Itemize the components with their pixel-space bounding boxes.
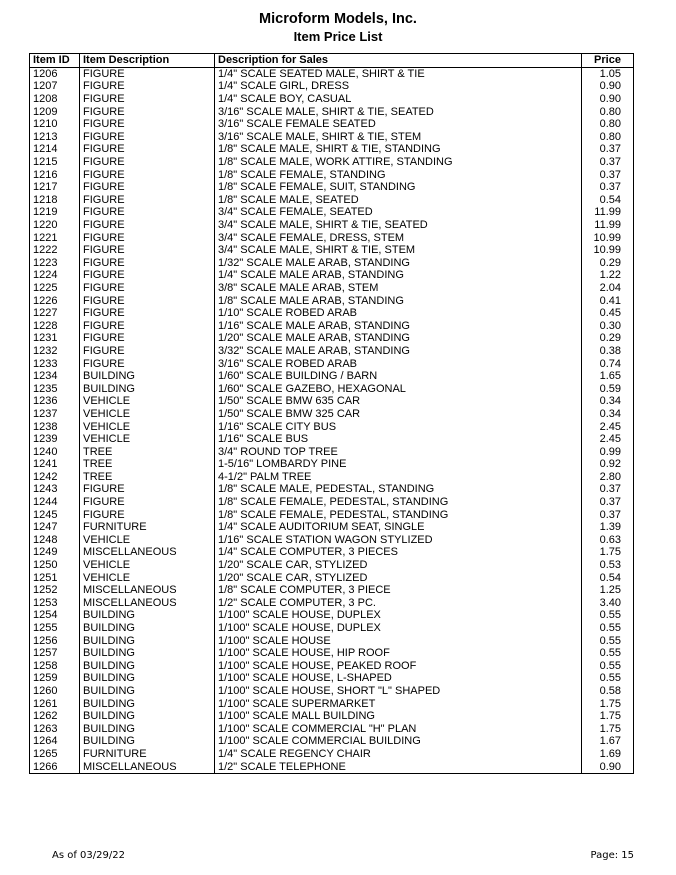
cell-price: 0.80 [582, 118, 634, 131]
cell-item-id: 1247 [30, 521, 80, 534]
cell-item-description: FIGURE [80, 219, 215, 232]
cell-item-description: VEHICLE [80, 395, 215, 408]
cell-sales-description: 1/4" SCALE COMPUTER, 3 PIECES [215, 546, 582, 559]
cell-item-description: MISCELLANEOUS [80, 546, 215, 559]
cell-item-description: TREE [80, 471, 215, 484]
cell-sales-description: 1/50" SCALE BMW 635 CAR [215, 395, 582, 408]
cell-item-id: 1243 [30, 483, 80, 496]
cell-sales-description: 1/8" SCALE MALE ARAB, STANDING [215, 294, 582, 307]
cell-price: 1.05 [582, 67, 634, 80]
cell-sales-description: 1/8" SCALE COMPUTER, 3 PIECE [215, 584, 582, 597]
cell-price: 0.41 [582, 294, 634, 307]
cell-item-description: TREE [80, 445, 215, 458]
cell-price: 0.34 [582, 395, 634, 408]
table-row [30, 357, 634, 370]
cell-sales-description: 1/100" SCALE HOUSE, DUPLEX [215, 622, 582, 635]
cell-price: 0.80 [582, 131, 634, 144]
cell-sales-description: 3/4" SCALE FEMALE, SEATED [215, 206, 582, 219]
cell-item-id: 1210 [30, 118, 80, 131]
cell-sales-description: 1/2" SCALE COMPUTER, 3 PC. [215, 597, 582, 610]
cell-item-id: 1240 [30, 445, 80, 458]
cell-price: 1.67 [582, 735, 634, 748]
cell-item-description: FIGURE [80, 131, 215, 144]
cell-item-id: 1261 [30, 697, 80, 710]
cell-item-description: FIGURE [80, 206, 215, 219]
table-row [30, 458, 634, 471]
cell-sales-description: 1/20" SCALE CAR, STYLIZED [215, 559, 582, 572]
cell-item-id: 1254 [30, 609, 80, 622]
cell-item-description: FIGURE [80, 294, 215, 307]
cell-item-description: BUILDING [80, 710, 215, 723]
cell-price: 11.99 [582, 219, 634, 232]
cell-price: 0.54 [582, 571, 634, 584]
table-row [30, 194, 634, 207]
cell-item-id: 1222 [30, 244, 80, 257]
cell-price: 0.63 [582, 534, 634, 547]
table-row [30, 206, 634, 219]
cell-item-id: 1266 [30, 760, 80, 773]
cell-item-description: MISCELLANEOUS [80, 597, 215, 610]
cell-price: 1.25 [582, 584, 634, 597]
cell-item-id: 1232 [30, 345, 80, 358]
table-row [30, 143, 634, 156]
cell-item-id: 1237 [30, 408, 80, 421]
cell-item-id: 1233 [30, 357, 80, 370]
cell-item-id: 1256 [30, 634, 80, 647]
cell-sales-description: 1/4" SCALE GIRL, DRESS [215, 80, 582, 93]
cell-price: 0.37 [582, 508, 634, 521]
cell-item-id: 1265 [30, 748, 80, 761]
cell-price: 0.34 [582, 408, 634, 421]
cell-item-id: 1250 [30, 559, 80, 572]
table-row [30, 760, 634, 773]
cell-price: 0.45 [582, 307, 634, 320]
cell-item-description: BUILDING [80, 735, 215, 748]
cell-item-id: 1221 [30, 231, 80, 244]
cell-item-id: 1235 [30, 382, 80, 395]
cell-item-id: 1242 [30, 471, 80, 484]
cell-price: 0.53 [582, 559, 634, 572]
cell-item-id: 1231 [30, 332, 80, 345]
cell-item-description: BUILDING [80, 382, 215, 395]
cell-sales-description: 1/20" SCALE CAR, STYLIZED [215, 571, 582, 584]
cell-price: 0.55 [582, 609, 634, 622]
cell-item-id: 1252 [30, 584, 80, 597]
cell-price: 0.90 [582, 80, 634, 93]
cell-item-id: 1206 [30, 67, 80, 80]
page-number: Page: 15 [590, 850, 634, 861]
cell-item-id: 1251 [30, 571, 80, 584]
cell-item-description: BUILDING [80, 660, 215, 673]
table-row [30, 257, 634, 270]
cell-sales-description: 1/16" SCALE CITY BUS [215, 420, 582, 433]
cell-item-description: BUILDING [80, 697, 215, 710]
cell-sales-description: 1/8" SCALE MALE, SHIRT & TIE, STANDING [215, 143, 582, 156]
cell-item-id: 1213 [30, 131, 80, 144]
table-row [30, 307, 634, 320]
table-row [30, 395, 634, 408]
table-row [30, 496, 634, 509]
cell-item-description: FIGURE [80, 231, 215, 244]
cell-item-description: FIGURE [80, 194, 215, 207]
cell-item-id: 1238 [30, 420, 80, 433]
cell-price: 0.38 [582, 345, 634, 358]
cell-item-id: 1225 [30, 282, 80, 295]
cell-item-id: 1255 [30, 622, 80, 635]
cell-price: 0.58 [582, 685, 634, 698]
cell-item-description: FIGURE [80, 345, 215, 358]
cell-price: 1.75 [582, 722, 634, 735]
table-row [30, 622, 634, 635]
cell-sales-description: 3/16" SCALE MALE, SHIRT & TIE, STEM [215, 131, 582, 144]
cell-item-description: FIGURE [80, 80, 215, 93]
cell-item-id: 1258 [30, 660, 80, 673]
cell-sales-description: 1/4" SCALE SEATED MALE, SHIRT & TIE [215, 67, 582, 80]
cell-sales-description: 1/100" SCALE MALL BUILDING [215, 710, 582, 723]
cell-item-description: VEHICLE [80, 420, 215, 433]
table-row [30, 634, 634, 647]
cell-sales-description: 3/16" SCALE ROBED ARAB [215, 357, 582, 370]
cell-price: 1.69 [582, 748, 634, 761]
cell-item-id: 1216 [30, 168, 80, 181]
cell-item-description: FIGURE [80, 244, 215, 257]
cell-item-id: 1264 [30, 735, 80, 748]
cell-item-id: 1263 [30, 722, 80, 735]
cell-item-id: 1260 [30, 685, 80, 698]
cell-sales-description: 1/100" SCALE HOUSE, DUPLEX [215, 609, 582, 622]
cell-price: 0.55 [582, 647, 634, 660]
cell-item-id: 1220 [30, 219, 80, 232]
cell-sales-description: 1/100" SCALE COMMERCIAL BUILDING [215, 735, 582, 748]
cell-item-description: VEHICLE [80, 408, 215, 421]
cell-sales-description: 1/8" SCALE FEMALE, SUIT, STANDING [215, 181, 582, 194]
table-row [30, 483, 634, 496]
table-row [30, 597, 634, 610]
cell-sales-description: 1/10" SCALE ROBED ARAB [215, 307, 582, 320]
cell-item-id: 1262 [30, 710, 80, 723]
table-row [30, 319, 634, 332]
cell-item-id: 1209 [30, 105, 80, 118]
cell-sales-description: 1/100" SCALE HOUSE [215, 634, 582, 647]
cell-item-description: FIGURE [80, 496, 215, 509]
table-row [30, 584, 634, 597]
cell-price: 0.55 [582, 660, 634, 673]
cell-sales-description: 1/100" SCALE HOUSE, HIP ROOF [215, 647, 582, 660]
table-row [30, 660, 634, 673]
cell-price: 0.90 [582, 760, 634, 773]
table-row [30, 735, 634, 748]
table-row [30, 181, 634, 194]
cell-item-description: FIGURE [80, 93, 215, 106]
cell-item-description: FIGURE [80, 319, 215, 332]
cell-item-id: 1208 [30, 93, 80, 106]
cell-sales-description: 1/2" SCALE TELEPHONE [215, 760, 582, 773]
table-row [30, 647, 634, 660]
cell-price: 0.37 [582, 496, 634, 509]
cell-item-description: BUILDING [80, 370, 215, 383]
cell-item-id: 1215 [30, 156, 80, 169]
table-row [30, 332, 634, 345]
table-row [30, 748, 634, 761]
cell-price: 0.37 [582, 483, 634, 496]
cell-sales-description: 1/16" SCALE STATION WAGON STYLIZED [215, 534, 582, 547]
price-table [29, 53, 634, 774]
cell-price: 0.92 [582, 458, 634, 471]
table-row [30, 382, 634, 395]
cell-item-description: BUILDING [80, 672, 215, 685]
cell-sales-description: 1/8" SCALE FEMALE, PEDESTAL, STANDING [215, 508, 582, 521]
cell-sales-description: 4-1/2" PALM TREE [215, 471, 582, 484]
cell-item-description: FIGURE [80, 105, 215, 118]
cell-item-id: 1219 [30, 206, 80, 219]
cell-item-description: BUILDING [80, 685, 215, 698]
cell-item-id: 1223 [30, 257, 80, 270]
cell-item-id: 1253 [30, 597, 80, 610]
cell-item-description: FIGURE [80, 307, 215, 320]
cell-item-id: 1245 [30, 508, 80, 521]
table-row [30, 546, 634, 559]
cell-item-description: FIGURE [80, 483, 215, 496]
table-row [30, 521, 634, 534]
cell-price: 0.37 [582, 181, 634, 194]
cell-item-description: VEHICLE [80, 433, 215, 446]
cell-item-description: BUILDING [80, 634, 215, 647]
cell-item-id: 1227 [30, 307, 80, 320]
cell-price: 0.37 [582, 143, 634, 156]
table-row [30, 282, 634, 295]
table-row [30, 345, 634, 358]
cell-sales-description: 3/16" SCALE MALE, SHIRT & TIE, SEATED [215, 105, 582, 118]
cell-item-description: FIGURE [80, 357, 215, 370]
cell-item-description: FIGURE [80, 508, 215, 521]
cell-sales-description: 1/8" SCALE MALE, PEDESTAL, STANDING [215, 483, 582, 496]
cell-sales-description: 1/100" SCALE SUPERMARKET [215, 697, 582, 710]
cell-sales-description: 1/32" SCALE MALE ARAB, STANDING [215, 257, 582, 270]
table-header-row [30, 54, 634, 68]
cell-sales-description: 1/8" SCALE MALE, SEATED [215, 194, 582, 207]
cell-item-id: 1244 [30, 496, 80, 509]
col-header-sales-description: Description for Sales [215, 54, 582, 68]
table-body [30, 67, 634, 773]
table-row [30, 156, 634, 169]
cell-price: 0.37 [582, 168, 634, 181]
cell-sales-description: 1/4" SCALE AUDITORIUM SEAT, SINGLE [215, 521, 582, 534]
cell-item-description: FIGURE [80, 269, 215, 282]
table-row [30, 697, 634, 710]
table-row [30, 269, 634, 282]
table-row [30, 80, 634, 93]
cell-sales-description: 1/8" SCALE MALE, WORK ATTIRE, STANDING [215, 156, 582, 169]
cell-price: 0.29 [582, 257, 634, 270]
table-row [30, 231, 634, 244]
cell-sales-description: 1/50" SCALE BMW 325 CAR [215, 408, 582, 421]
cell-sales-description: 1/60" SCALE GAZEBO, HEXAGONAL [215, 382, 582, 395]
cell-sales-description: 1/16" SCALE BUS [215, 433, 582, 446]
cell-item-id: 1248 [30, 534, 80, 547]
cell-sales-description: 3/8" SCALE MALE ARAB, STEM [215, 282, 582, 295]
cell-price: 2.45 [582, 433, 634, 446]
cell-item-id: 1236 [30, 395, 80, 408]
cell-item-id: 1239 [30, 433, 80, 446]
cell-price: 2.45 [582, 420, 634, 433]
cell-sales-description: 1/20" SCALE MALE ARAB, STANDING [215, 332, 582, 345]
col-header-item-id: Item ID [30, 54, 80, 68]
cell-sales-description: 1/60" SCALE BUILDING / BARN [215, 370, 582, 383]
cell-price: 2.04 [582, 282, 634, 295]
cell-item-id: 1214 [30, 143, 80, 156]
cell-item-description: MISCELLANEOUS [80, 760, 215, 773]
cell-item-id: 1249 [30, 546, 80, 559]
company-title: Microform Models, Inc. [259, 11, 417, 27]
cell-item-description: FIGURE [80, 181, 215, 194]
cell-sales-description: 3/4" SCALE MALE, SHIRT & TIE, SEATED [215, 219, 582, 232]
table-row [30, 93, 634, 106]
cell-item-description: BUILDING [80, 647, 215, 660]
table-row [30, 471, 634, 484]
cell-price: 0.55 [582, 672, 634, 685]
cell-sales-description: 1/100" SCALE HOUSE, SHORT "L" SHAPED [215, 685, 582, 698]
cell-price: 10.99 [582, 231, 634, 244]
cell-price: 11.99 [582, 206, 634, 219]
cell-price: 0.54 [582, 194, 634, 207]
table-row [30, 131, 634, 144]
cell-price: 0.74 [582, 357, 634, 370]
table-row [30, 105, 634, 118]
cell-sales-description: 1/100" SCALE HOUSE, L-SHAPED [215, 672, 582, 685]
cell-price: 2.80 [582, 471, 634, 484]
table-row [30, 445, 634, 458]
cell-item-description: VEHICLE [80, 534, 215, 547]
cell-item-id: 1218 [30, 194, 80, 207]
cell-sales-description: 1/4" SCALE MALE ARAB, STANDING [215, 269, 582, 282]
cell-item-id: 1234 [30, 370, 80, 383]
cell-item-description: FIGURE [80, 143, 215, 156]
table-row [30, 420, 634, 433]
cell-item-description: FIGURE [80, 168, 215, 181]
table-row [30, 609, 634, 622]
table-row [30, 559, 634, 572]
cell-sales-description: 3/16" SCALE FEMALE SEATED [215, 118, 582, 131]
cell-price: 1.39 [582, 521, 634, 534]
cell-sales-description: 1/100" SCALE COMMERCIAL "H" PLAN [215, 722, 582, 735]
cell-item-id: 1241 [30, 458, 80, 471]
cell-price: 0.90 [582, 93, 634, 106]
cell-sales-description: 3/4" SCALE MALE, SHIRT & TIE, STEM [215, 244, 582, 257]
cell-item-description: MISCELLANEOUS [80, 584, 215, 597]
cell-sales-description: 3/4" ROUND TOP TREE [215, 445, 582, 458]
cell-sales-description: 3/4" SCALE FEMALE, DRESS, STEM [215, 231, 582, 244]
as-of-date: As of 03/29/22 [52, 850, 125, 861]
table-row [30, 685, 634, 698]
cell-price: 0.37 [582, 156, 634, 169]
cell-sales-description: 1/4" SCALE REGENCY CHAIR [215, 748, 582, 761]
table-row [30, 508, 634, 521]
cell-sales-description: 1/4" SCALE BOY, CASUAL [215, 93, 582, 106]
cell-price: 1.22 [582, 269, 634, 282]
cell-sales-description: 1/8" SCALE FEMALE, PEDESTAL, STANDING [215, 496, 582, 509]
cell-item-description: VEHICLE [80, 571, 215, 584]
cell-price: 0.80 [582, 105, 634, 118]
table-row [30, 118, 634, 131]
cell-item-description: VEHICLE [80, 559, 215, 572]
cell-price: 1.75 [582, 697, 634, 710]
table-row [30, 571, 634, 584]
cell-item-description: FIGURE [80, 156, 215, 169]
cell-item-id: 1207 [30, 80, 80, 93]
cell-price: 1.75 [582, 710, 634, 723]
page-subtitle: Item Price List [293, 29, 383, 44]
cell-item-description: FIGURE [80, 67, 215, 80]
cell-item-description: FURNITURE [80, 521, 215, 534]
cell-item-description: BUILDING [80, 622, 215, 635]
cell-sales-description: 1/100" SCALE HOUSE, PEAKED ROOF [215, 660, 582, 673]
table-row [30, 672, 634, 685]
cell-item-id: 1259 [30, 672, 80, 685]
cell-sales-description: 1/8" SCALE FEMALE, STANDING [215, 168, 582, 181]
cell-price: 0.55 [582, 634, 634, 647]
cell-item-description: FURNITURE [80, 748, 215, 761]
cell-price: 3.40 [582, 597, 634, 610]
cell-price: 1.65 [582, 370, 634, 383]
cell-item-id: 1228 [30, 319, 80, 332]
col-header-item-description: Item Description [80, 54, 215, 68]
cell-price: 0.99 [582, 445, 634, 458]
table-row [30, 433, 634, 446]
table-row [30, 67, 634, 80]
cell-item-description: FIGURE [80, 118, 215, 131]
cell-item-id: 1217 [30, 181, 80, 194]
table-row [30, 408, 634, 421]
cell-item-id: 1224 [30, 269, 80, 282]
cell-item-id: 1257 [30, 647, 80, 660]
cell-item-description: FIGURE [80, 332, 215, 345]
cell-item-id: 1226 [30, 294, 80, 307]
cell-item-description: BUILDING [80, 609, 215, 622]
cell-price: 1.75 [582, 546, 634, 559]
table-row [30, 294, 634, 307]
cell-item-description: FIGURE [80, 257, 215, 270]
table-row [30, 722, 634, 735]
table-row [30, 244, 634, 257]
table-row [30, 534, 634, 547]
cell-price: 0.30 [582, 319, 634, 332]
cell-price: 0.59 [582, 382, 634, 395]
table-row [30, 710, 634, 723]
cell-item-description: TREE [80, 458, 215, 471]
cell-item-description: FIGURE [80, 282, 215, 295]
cell-sales-description: 1/16" SCALE MALE ARAB, STANDING [215, 319, 582, 332]
cell-price: 0.55 [582, 622, 634, 635]
table-row [30, 168, 634, 181]
table-row [30, 370, 634, 383]
cell-sales-description: 3/32" SCALE MALE ARAB, STANDING [215, 345, 582, 358]
cell-price: 10.99 [582, 244, 634, 257]
table-row [30, 219, 634, 232]
cell-price: 0.29 [582, 332, 634, 345]
cell-sales-description: 1-5/16" LOMBARDY PINE [215, 458, 582, 471]
cell-item-description: BUILDING [80, 722, 215, 735]
col-header-price: Price [582, 54, 634, 68]
